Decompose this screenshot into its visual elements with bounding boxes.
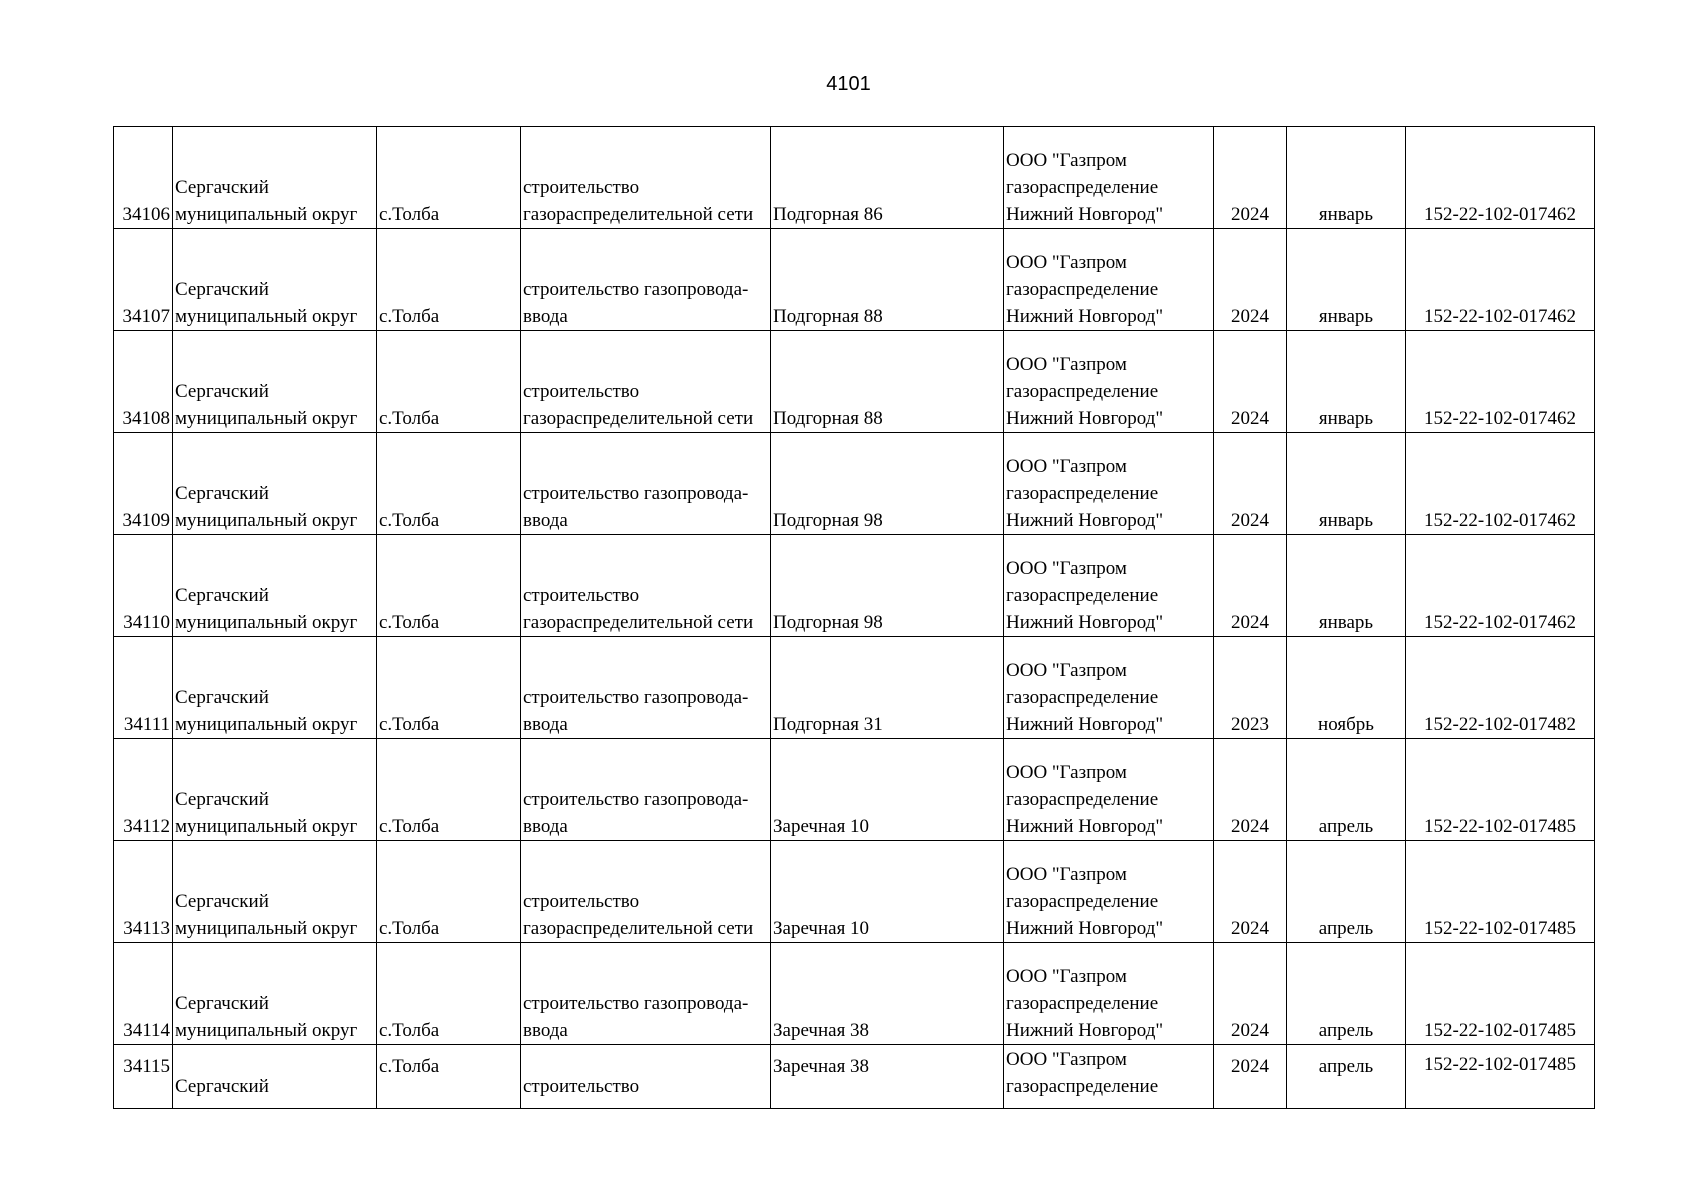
address-cell-text: Подгорная 98 [773, 510, 883, 531]
row-number [114, 331, 173, 433]
month-cell-text: апрель [1318, 1020, 1374, 1041]
work-type-cell-text: строительство газопровода- ввода [523, 483, 749, 531]
work-type-cell [521, 331, 771, 433]
table-row [114, 229, 1595, 331]
municipality-cell-text: Сергачский муниципальный округ [175, 381, 358, 429]
year-cell [1214, 535, 1287, 637]
settlement-cell-text: с.Толба [379, 204, 440, 225]
address-cell-text: Заречная 38 [773, 1056, 870, 1077]
year-cell [1214, 1045, 1287, 1109]
registration-code-cell [1406, 1045, 1595, 1109]
registry-table-body [114, 127, 1595, 1109]
municipality-cell-text: Сергачский муниципальный округ [175, 585, 358, 633]
municipality-cell [173, 1045, 377, 1109]
organization-cell [1004, 127, 1214, 229]
settlement-cell-text: с.Толба [379, 510, 440, 531]
row-number-text: 34112 [123, 816, 170, 837]
month-cell-text: январь [1318, 306, 1374, 327]
address-cell [771, 229, 1004, 331]
year-cell-text: 2023 [1231, 714, 1269, 735]
work-type-cell [521, 739, 771, 841]
month-cell-text: январь [1318, 510, 1374, 531]
row-number-text: 34114 [123, 1020, 170, 1041]
registration-code-cell [1406, 943, 1595, 1045]
settlement-cell [377, 535, 521, 637]
settlement-cell [377, 943, 521, 1045]
municipality-cell [173, 637, 377, 739]
organization-cell [1004, 637, 1214, 739]
year-cell [1214, 841, 1287, 943]
work-type-cell [521, 229, 771, 331]
organization-cell-text: ООО "Газпром газораспределение Нижний Новгород" [1006, 966, 1164, 1041]
row-number-text: 34110 [123, 612, 170, 633]
work-type-cell-text: строительство газопровода- ввода [523, 279, 749, 327]
settlement-cell-text: с.Толба [379, 306, 440, 327]
registration-code-cell-text: 152-22-102-017485 [1424, 1054, 1576, 1075]
month-cell [1287, 331, 1406, 433]
registration-code-cell [1406, 433, 1595, 535]
row-number [114, 127, 173, 229]
settlement-cell [377, 331, 521, 433]
registration-code-cell-text: 152-22-102-017462 [1424, 612, 1576, 633]
work-type-cell-text: строительство газораспределительной сети [523, 891, 754, 939]
table-row [114, 739, 1595, 841]
month-cell [1287, 127, 1406, 229]
organization-cell [1004, 535, 1214, 637]
registry-table [113, 126, 1595, 1109]
year-cell-text: 2024 [1231, 1056, 1269, 1077]
table-row [114, 127, 1595, 229]
address-cell-text: Подгорная 31 [773, 714, 883, 735]
municipality-cell-text: Сергачский [175, 1076, 269, 1097]
work-type-cell [521, 943, 771, 1045]
settlement-cell-text: с.Толба [379, 816, 440, 837]
row-number [114, 433, 173, 535]
organization-cell-text: ООО "Газпром газораспределение Нижний Новгород" [1006, 762, 1164, 837]
municipality-cell-text: Сергачский муниципальный округ [175, 279, 358, 327]
month-cell-text: апрель [1318, 1056, 1374, 1077]
municipality-cell [173, 127, 377, 229]
organization-cell-text: ООО "Газпром газораспределение [1006, 1049, 1159, 1097]
registration-code-cell [1406, 739, 1595, 841]
table-row [114, 433, 1595, 535]
row-number [114, 943, 173, 1045]
registration-code-cell-text: 152-22-102-017462 [1424, 306, 1576, 327]
work-type-cell-text: строительство газораспределительной сети [523, 585, 754, 633]
organization-cell [1004, 229, 1214, 331]
month-cell-text: апрель [1318, 816, 1374, 837]
year-cell [1214, 739, 1287, 841]
organization-cell-text: ООО "Газпром газораспределение Нижний Новгород" [1006, 456, 1164, 531]
municipality-cell-text: Сергачский муниципальный округ [175, 891, 358, 939]
address-cell [771, 331, 1004, 433]
registration-code-cell [1406, 637, 1595, 739]
row-number [114, 535, 173, 637]
page-number: 4101 [826, 73, 871, 95]
organization-cell-text: ООО "Газпром газораспределение Нижний Новгород" [1006, 660, 1164, 735]
address-cell-text: Подгорная 88 [773, 306, 883, 327]
work-type-cell-text: строительство [523, 1076, 640, 1097]
work-type-cell-text: строительство газопровода- ввода [523, 993, 749, 1041]
municipality-cell [173, 535, 377, 637]
row-number [114, 739, 173, 841]
month-cell [1287, 535, 1406, 637]
settlement-cell-text: с.Толба [379, 1020, 440, 1041]
registration-code-cell-text: 152-22-102-017462 [1424, 408, 1576, 429]
address-cell [771, 943, 1004, 1045]
registration-code-cell [1406, 331, 1595, 433]
settlement-cell-text: с.Толба [379, 612, 440, 633]
work-type-cell-text: строительство газопровода- ввода [523, 687, 749, 735]
organization-cell [1004, 943, 1214, 1045]
settlement-cell [377, 127, 521, 229]
municipality-cell-text: Сергачский муниципальный округ [175, 687, 358, 735]
table-row [114, 841, 1595, 943]
organization-cell [1004, 739, 1214, 841]
municipality-cell-text: Сергачский муниципальный округ [175, 177, 358, 225]
organization-cell-text: ООО "Газпром газораспределение Нижний Новгород" [1006, 354, 1164, 429]
year-cell-text: 2024 [1231, 204, 1269, 225]
settlement-cell [377, 1045, 521, 1109]
work-type-cell [521, 841, 771, 943]
table-row [114, 637, 1595, 739]
address-cell [771, 535, 1004, 637]
settlement-cell [377, 739, 521, 841]
address-cell [771, 637, 1004, 739]
registration-code-cell [1406, 841, 1595, 943]
address-cell [771, 433, 1004, 535]
row-number-text: 34115 [123, 1056, 170, 1077]
month-cell [1287, 841, 1406, 943]
month-cell [1287, 637, 1406, 739]
registration-code-cell [1406, 535, 1595, 637]
municipality-cell [173, 331, 377, 433]
row-number-text: 34106 [122, 204, 170, 225]
registration-code-cell-text: 152-22-102-017485 [1424, 816, 1576, 837]
municipality-cell-text: Сергачский муниципальный округ [175, 789, 358, 837]
row-number-text: 34107 [122, 306, 170, 327]
organization-cell-text: ООО "Газпром газораспределение Нижний Новгород" [1006, 252, 1164, 327]
settlement-cell [377, 433, 521, 535]
address-cell-text: Заречная 10 [773, 816, 870, 837]
municipality-cell [173, 943, 377, 1045]
month-cell-text: январь [1318, 612, 1374, 633]
address-cell [771, 127, 1004, 229]
address-cell [771, 841, 1004, 943]
work-type-cell-text: строительство газораспределительной сети [523, 177, 754, 225]
month-cell-text: ноябрь [1318, 714, 1374, 735]
organization-cell [1004, 841, 1214, 943]
work-type-cell [521, 637, 771, 739]
municipality-cell [173, 229, 377, 331]
year-cell-text: 2024 [1231, 816, 1269, 837]
registration-code-cell-text: 152-22-102-017482 [1424, 714, 1576, 735]
table-row [114, 331, 1595, 433]
organization-cell [1004, 1045, 1214, 1109]
organization-cell [1004, 331, 1214, 433]
year-cell [1214, 331, 1287, 433]
municipality-cell [173, 841, 377, 943]
registration-code-cell [1406, 127, 1595, 229]
year-cell [1214, 433, 1287, 535]
month-cell [1287, 229, 1406, 331]
organization-cell-text: ООО "Газпром газораспределение Нижний Новгород" [1006, 558, 1164, 633]
row-number [114, 841, 173, 943]
settlement-cell-text: с.Толба [379, 918, 440, 939]
organization-cell-text: ООО "Газпром газораспределение Нижний Новгород" [1006, 864, 1164, 939]
year-cell-text: 2024 [1231, 1020, 1269, 1041]
row-number-text: 34113 [123, 918, 170, 939]
registration-code-cell-text: 152-22-102-017485 [1424, 1020, 1576, 1041]
row-number [114, 229, 173, 331]
organization-cell [1004, 433, 1214, 535]
row-number-text: 34108 [122, 408, 170, 429]
row-number-text: 34111 [123, 714, 170, 735]
registration-code-cell [1406, 229, 1595, 331]
year-cell [1214, 127, 1287, 229]
settlement-cell [377, 637, 521, 739]
row-number [114, 637, 173, 739]
year-cell [1214, 229, 1287, 331]
registration-code-cell-text: 152-22-102-017462 [1424, 204, 1576, 225]
address-cell-text: Подгорная 88 [773, 408, 883, 429]
settlement-cell [377, 841, 521, 943]
address-cell-text: Подгорная 98 [773, 612, 883, 633]
settlement-cell-text: с.Толба [379, 714, 440, 735]
row-number-text: 34109 [122, 510, 170, 531]
address-cell-text: Подгорная 86 [773, 204, 883, 225]
settlement-cell-text: с.Толба [379, 1056, 440, 1077]
month-cell [1287, 433, 1406, 535]
month-cell-text: апрель [1318, 918, 1374, 939]
month-cell [1287, 739, 1406, 841]
work-type-cell-text: строительство газопровода- ввода [523, 789, 749, 837]
year-cell [1214, 637, 1287, 739]
work-type-cell [521, 1045, 771, 1109]
municipality-cell [173, 739, 377, 841]
row-number [114, 1045, 173, 1109]
table-row [114, 535, 1595, 637]
registration-code-cell-text: 152-22-102-017485 [1424, 918, 1576, 939]
year-cell-text: 2024 [1231, 918, 1269, 939]
work-type-cell-text: строительство газораспределительной сети [523, 381, 754, 429]
registration-code-cell-text: 152-22-102-017462 [1424, 510, 1576, 531]
work-type-cell [521, 535, 771, 637]
year-cell-text: 2024 [1231, 612, 1269, 633]
address-cell [771, 739, 1004, 841]
year-cell [1214, 943, 1287, 1045]
year-cell-text: 2024 [1231, 408, 1269, 429]
address-cell-text: Заречная 38 [773, 1020, 870, 1041]
municipality-cell-text: Сергачский муниципальный округ [175, 483, 358, 531]
year-cell-text: 2024 [1231, 306, 1269, 327]
month-cell [1287, 943, 1406, 1045]
settlement-cell-text: с.Толба [379, 408, 440, 429]
month-cell-text: январь [1318, 408, 1374, 429]
municipality-cell-text: Сергачский муниципальный округ [175, 993, 358, 1041]
work-type-cell [521, 433, 771, 535]
address-cell-text: Заречная 10 [773, 918, 870, 939]
month-cell [1287, 1045, 1406, 1109]
table-row [114, 1045, 1595, 1109]
year-cell-text: 2024 [1231, 510, 1269, 531]
settlement-cell [377, 229, 521, 331]
month-cell-text: январь [1318, 204, 1374, 225]
municipality-cell [173, 433, 377, 535]
address-cell [771, 1045, 1004, 1109]
work-type-cell [521, 127, 771, 229]
organization-cell-text: ООО "Газпром газораспределение Нижний Новгород" [1006, 150, 1164, 225]
table-row [114, 943, 1595, 1045]
